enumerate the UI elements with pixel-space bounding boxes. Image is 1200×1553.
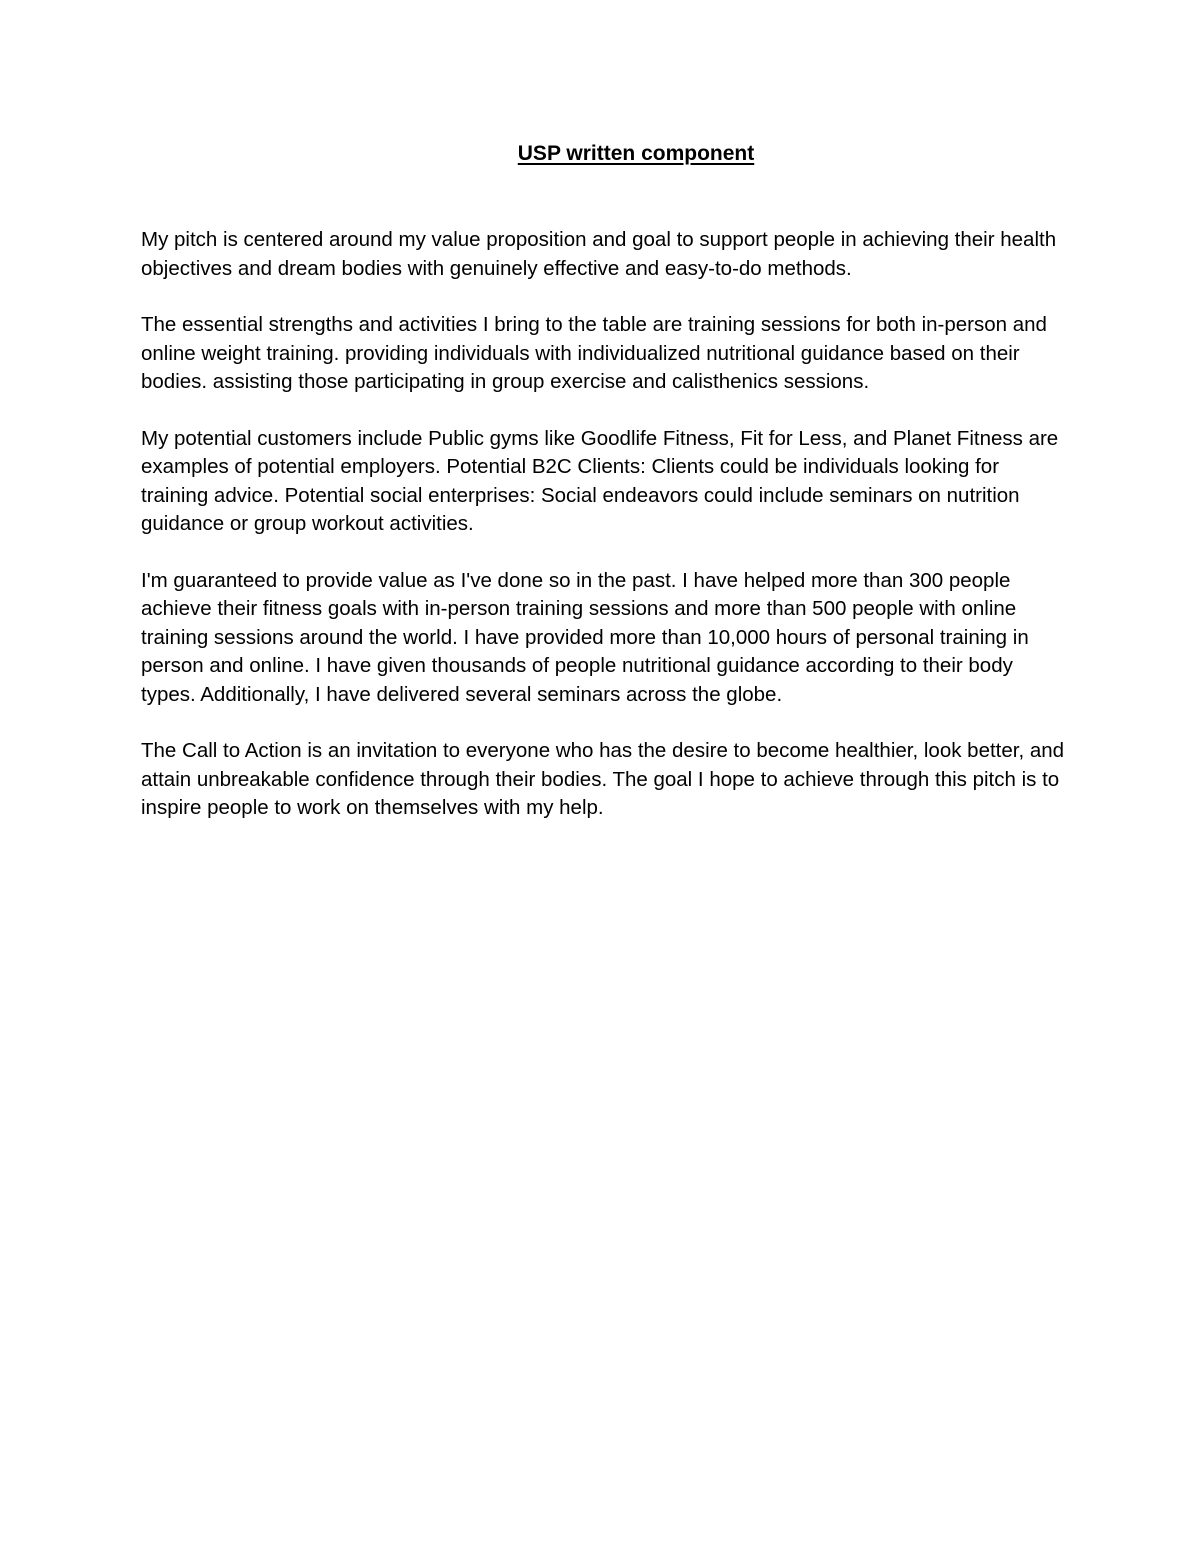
paragraph-call-to-action: The Call to Action is an invitation to everyone who has the desire to become healthier, look better, and attain unbreakable confidence through their bodies. The goal I hope to achieve through this pitch is to inspire people to work on themselves with my help. [141, 739, 1065, 819]
paragraph-potential-customers: My potential customers include Public gyms like Goodlife Fitness, Fit for Less, and Planet Fitness are examples of potential employers. Potential B2C Clients: Clients could be individuals looking for training advice. Potential social enterprises: Social endeavors could include seminars on nutrition guidance or group workout activities. [141, 426, 1059, 535]
document-body [141, 226, 1071, 851]
paragraph-strengths-activities: The essential strengths and activities I bring to the table are training sessions for both in-person and online weight training. providing individuals with individualized nutritional guidance based on their bodies. assisting those participating in group exercise and calisthenics sessions. [141, 313, 1047, 393]
paragraph-value-proof: I'm guaranteed to provide value as I've done so in the past. I have helped more than 300 people achieve their fitness goals with in-person training sessions and more than 500 people with online training sessions around the world. I have provided more than 10,000 hours of personal training in person and online. I have given thousands of people nutritional guidance according to their body types. Additionally, I have delivered several seminars across the globe. [141, 568, 1029, 706]
document-title: USP written component [517, 142, 755, 165]
paragraph-value-proposition: My pitch is centered around my value proposition and goal to support people in achieving their health objectives and dream bodies with genuinely effective and easy-to-do methods. [141, 228, 1057, 280]
